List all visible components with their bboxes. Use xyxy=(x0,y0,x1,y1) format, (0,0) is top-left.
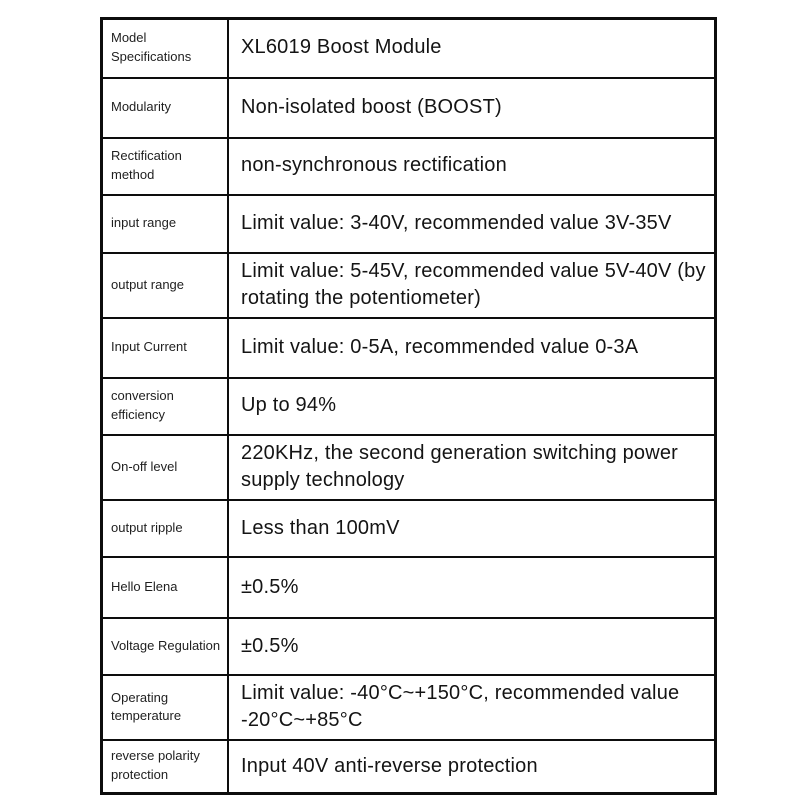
spec-label: Hello Elena xyxy=(102,557,229,618)
table-row xyxy=(102,500,716,557)
table-row xyxy=(102,318,716,378)
spec-label: conversion efficiency xyxy=(102,378,229,435)
table-row xyxy=(102,19,716,78)
spec-label: Voltage Regulation xyxy=(102,618,229,675)
table-row xyxy=(102,557,716,618)
spec-value: Input 40V anti-reverse protection xyxy=(228,740,716,793)
spec-label: output range xyxy=(102,253,229,318)
spec-label: On-off level xyxy=(102,435,229,500)
table-row xyxy=(102,675,716,740)
spec-value: Non-isolated boost (BOOST) xyxy=(228,78,716,138)
spec-label: Operating temperature xyxy=(102,675,229,740)
table-row xyxy=(102,195,716,253)
spec-value: ±0.5% xyxy=(228,618,716,675)
spec-value: Up to 94% xyxy=(228,378,716,435)
spec-label: Input Current xyxy=(102,318,229,378)
spec-label: Rectification method xyxy=(102,138,229,195)
spec-value: ±0.5% xyxy=(228,557,716,618)
table-row xyxy=(102,378,716,435)
spec-value: XL6019 Boost Module xyxy=(228,19,716,78)
table-row xyxy=(102,253,716,318)
spec-value: non-synchronous rectification xyxy=(228,138,716,195)
spec-value: Limit value: 5-45V, recommended value 5V-40V (by rotating the potentiometer) xyxy=(228,253,716,318)
table-row xyxy=(102,435,716,500)
spec-value: 220KHz, the second generation switching power supply technology xyxy=(228,435,716,500)
table-row xyxy=(102,138,716,195)
spec-label: Modularity xyxy=(102,78,229,138)
spec-value: Less than 100mV xyxy=(228,500,716,557)
spec-label: Model Specifications xyxy=(102,19,229,78)
spec-value: Limit value: 0-5A, recommended value 0-3A xyxy=(228,318,716,378)
table-row xyxy=(102,740,716,793)
spec-label: output ripple xyxy=(102,500,229,557)
spec-label: reverse polarity protection xyxy=(102,740,229,793)
spec-value: Limit value: -40°C~+150°C, recommended value -20°C~+85°C xyxy=(228,675,716,740)
spec-label: input range xyxy=(102,195,229,253)
spec-value: Limit value: 3-40V, recommended value 3V-35V xyxy=(228,195,716,253)
spec-table xyxy=(100,17,717,795)
table-row xyxy=(102,78,716,138)
table-row xyxy=(102,618,716,675)
